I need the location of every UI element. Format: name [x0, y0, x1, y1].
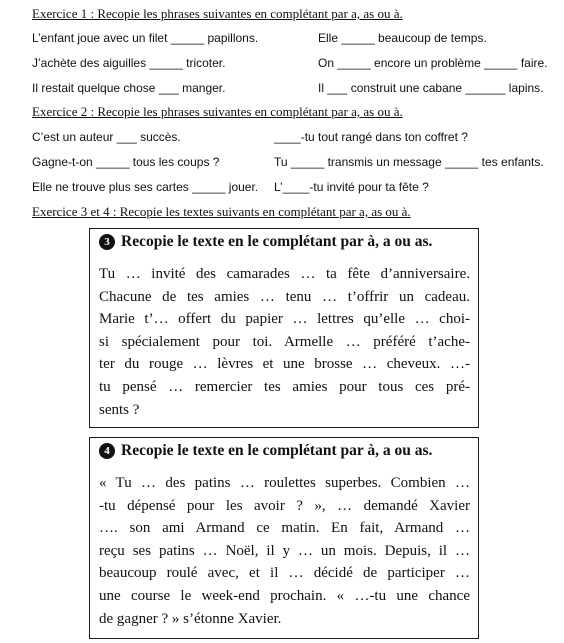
exercise-3-line: sents ?: [99, 401, 140, 418]
exercise-3-box: [89, 228, 479, 428]
ex1-sentence-6: Il ___ construit une cabane ______ lapins.: [318, 81, 544, 95]
exercise-3-text: [99, 263, 470, 421]
ex2-sentence-2: ____-tu tout rangé dans ton coffret ?: [274, 130, 468, 144]
ex1-sentence-4: On _____ encore un problème _____ faire.: [318, 56, 548, 70]
circled-number-3-icon: 3: [99, 234, 115, 250]
circled-number-4-icon: 4: [99, 443, 115, 459]
exercise-4-line: -tu dépensé pour les avoir ? », … demandé Xavier: [99, 497, 470, 514]
ex2-sentence-1: C’est un auteur ___ succès.: [32, 130, 181, 144]
exercise-3-line: Marie t’… offert du papier … lettres qu’elle … choi-: [99, 311, 470, 328]
exercise-4-title: [99, 442, 432, 460]
ex1-sentence-5: Il restait quelque chose ___ manger.: [32, 81, 226, 95]
exercise-1-heading: Exercice 1 : Recopie les phrases suivantes en complétant par a, as ou à.: [32, 6, 403, 21]
exercise-4-title-text: Recopie le texte en le complétant par à, a ou as.: [121, 442, 433, 459]
exercise-3-line: ter du rouge … lèvres et une brosse … cheveux. …-: [99, 356, 470, 373]
exercise-4-line: « Tu … des patins … roulettes superbes. Combien …: [99, 475, 470, 491]
ex2-sentence-3: Gagne-t-on _____ tous les coups ?: [32, 155, 220, 169]
exercise-3-line: tu pensé … remercier tes amies pour tous ces pré-: [99, 378, 470, 395]
exercise-3-line: Tu … invité des camarades … ta fête d’anniversaire.: [99, 266, 470, 282]
exercise-4-line: reçu ses patins … Noël, il y … un mois. Depuis, il …: [99, 542, 470, 559]
ex2-sentence-4: Tu _____ transmis un message _____ tes enfants.: [274, 155, 544, 169]
exercise-4-box: [89, 437, 479, 639]
exercise-4-text: [99, 472, 470, 630]
exercise-4-line: de gagner ? » s’étonne Xavier.: [99, 610, 282, 627]
exercise-3-title: [99, 233, 432, 251]
ex2-sentence-5: Elle ne trouve plus ses cartes _____ jouer.: [32, 180, 259, 194]
exercise-3-4-heading: Exercice 3 et 4 : Recopie les textes suivants en complétant par a, as ou à.: [32, 204, 411, 219]
ex1-sentence-2: Elle _____ beaucoup de temps.: [318, 31, 487, 45]
exercise-4-line: beaucoup roulé avec, et il … décidé de participer …: [99, 565, 470, 582]
exercise-4-line: …. son ami Armand ce matin. En fait, Armand …: [99, 520, 470, 537]
exercise-3-title-text: Recopie le texte en le complétant par à, a ou as.: [121, 233, 433, 250]
exercise-2-heading: Exercice 2 : Recopie les phrases suivantes en complétant par a, as ou à.: [32, 104, 403, 119]
ex1-sentence-3: J’achète des aiguilles _____ tricoter.: [32, 56, 226, 70]
exercise-3-line: si spécialement pour toi. Armelle … préféré t’ache-: [99, 333, 470, 350]
exercise-4-line: une course le week-end prochain. « …-tu une chance: [99, 587, 470, 604]
ex1-sentence-1: L’enfant joue avec un filet _____ papillons.: [32, 31, 259, 45]
exercise-3-line: Chacune de tes amies … tenu … t’offrir un cadeau.: [99, 288, 470, 305]
ex2-sentence-6: L’____-tu invité pour ta fête ?: [274, 180, 429, 194]
